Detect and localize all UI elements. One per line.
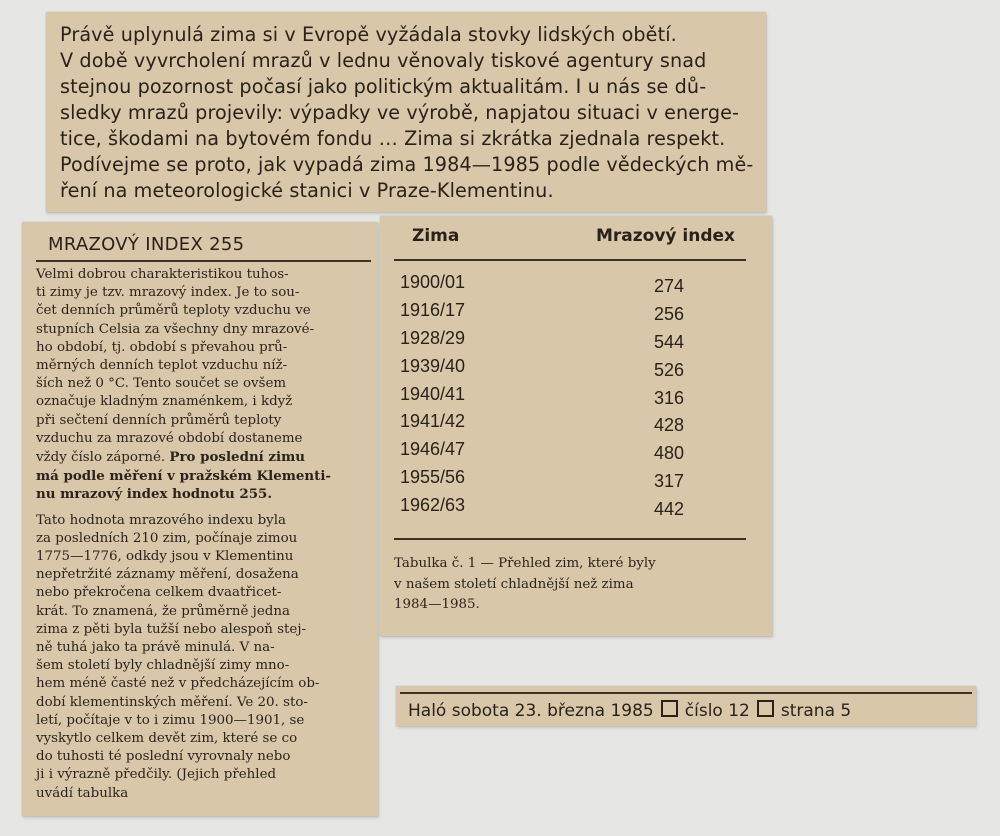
intro-line: sledky mrazů projevily: výpadky ve výrobě, napjatou situaci v energe- <box>60 101 740 124</box>
table-row <box>380 439 772 467</box>
intro-line: ření na meteorologické stanici v Praze-Klementinu. <box>60 179 554 202</box>
footer-rule <box>400 692 972 694</box>
table-cell-index: 274 <box>654 276 685 296</box>
intro-line: stejnou pozornost počasí jako politickým aktualitám. I u nás se dů- <box>60 75 707 98</box>
article-line: nepřetržité záznamy měření, dosažena <box>36 567 299 583</box>
article-line: označuje kladným znaménkem, i když <box>36 394 293 410</box>
intro-line: Právě uplynulá zima si v Evropě vyžádala stovky lidských obětí. <box>60 23 677 46</box>
caption-line: Tabulka č. 1 — Přehled zim, které byly <box>394 556 656 571</box>
article-line: ti zimy je tzv. mrazový index. Je to sou- <box>36 285 300 301</box>
intro-line: Podívejme se proto, jak vypadá zima 1984—1985 podle vědeckých mě- <box>60 153 754 176</box>
article-heading: MRAZOVÝ INDEX 255 <box>48 234 245 255</box>
article-line: Velmi dobrou charakteristikou tuhos- <box>36 267 289 282</box>
article-line: do tuhosti té poslední vyrovnaly nebo <box>36 749 291 765</box>
table-cell-zima: 1900/01 <box>400 272 466 292</box>
article-line: vzduchu za mrazové období dostaneme <box>36 430 303 446</box>
article-line: nebo překročena celkem dvaatřicet- <box>36 585 282 601</box>
table-row <box>380 495 772 523</box>
heading-rule <box>36 260 371 262</box>
intro-clipping <box>46 12 766 212</box>
article-line: krát. To znamená, že průměrně jedna <box>36 603 290 619</box>
table-cell-zima: 1962/63 <box>400 495 466 516</box>
article-bold-line: má podle měření v pražském Klementi- <box>36 468 331 485</box>
table-row <box>380 300 772 328</box>
table-cell-zima: 1941/42 <box>400 411 466 432</box>
article-line: ších než 0 °C. Tento součet se ovšem <box>36 376 287 392</box>
column-header-zima: Zima <box>412 226 460 246</box>
article-line: ho období, tj. období s převahou prů- <box>36 339 288 355</box>
article-line: letí, počítaje v to i zimu 1900—1901, se <box>36 712 305 728</box>
article-body <box>36 266 376 803</box>
article-line: stupních Celsia za všechny dny mrazové- <box>36 321 315 337</box>
table-row <box>380 328 772 356</box>
table-cell-zima: 1928/29 <box>400 327 466 348</box>
table-row <box>380 467 772 495</box>
table-cell-zima: 1939/40 <box>400 355 466 376</box>
intro-line: V době vyvrcholení mrazů v lednu věnovaly tiskové agentury snad <box>60 49 707 72</box>
article-line: ně tuhá jako ta právě minulá. V na- <box>36 640 275 656</box>
square-separator-icon <box>661 700 678 717</box>
table-cell-zima: 1916/17 <box>400 299 466 320</box>
caption-line: 1984—1985. <box>394 597 480 612</box>
table-cell-index: 428 <box>654 415 685 436</box>
intro-line: tice, škodami na bytovém fondu … Zima si zkrátka zjednala respekt. <box>60 127 726 150</box>
table-row <box>380 356 772 384</box>
table-cell-index: 317 <box>654 471 685 492</box>
article-line: čet denních průměrů teploty vzduchu ve <box>36 303 311 319</box>
issue-number: číslo 12 <box>684 701 750 721</box>
table-clipping <box>380 216 772 636</box>
article-bold-line: nu mrazový index hodnotu 255. <box>36 486 273 503</box>
article-bold-text: Pro poslední zimu <box>169 449 306 466</box>
article-line: hem méně časté než v předcházejícím ob- <box>36 676 320 692</box>
table-row <box>380 272 772 300</box>
caption-line: v našem století chladnější než zima <box>394 576 634 592</box>
article-line: 1775—1776, odkdy jsou v Klementinu <box>36 549 294 565</box>
table-bottom-rule <box>394 538 746 540</box>
table-header-rule <box>394 259 746 261</box>
article-line: uvádí tabulka <box>36 785 129 801</box>
table-cell-index: 480 <box>654 443 685 464</box>
article-text: vždy číslo záporné. <box>36 450 166 466</box>
publication-footer <box>396 686 976 726</box>
table-body <box>380 272 772 523</box>
table-cell-zima: 1955/56 <box>400 467 466 488</box>
table-cell-index: 544 <box>654 331 685 352</box>
table-cell-zima: 1940/41 <box>400 383 466 404</box>
table-row <box>380 384 772 412</box>
article-line: při sečtení denních průměrů teploty <box>36 412 282 428</box>
article-line: vyskytlo celkem devět zim, které se co <box>36 731 298 747</box>
article-line: za posledních 210 zim, počínaje zimou <box>36 530 298 546</box>
article-line: měrných denních teplot vzduchu níž- <box>36 358 288 374</box>
table-cell-index: 256 <box>654 303 685 324</box>
table-cell-index: 316 <box>654 387 685 408</box>
table-caption <box>394 554 764 616</box>
article-line: ji i výrazně předčily. (Jejich přehled <box>36 767 277 783</box>
table-cell-zima: 1946/47 <box>400 439 466 460</box>
table-cell-index: 442 <box>654 499 685 520</box>
table-cell-index: 526 <box>654 359 685 380</box>
square-separator-icon <box>757 700 774 717</box>
article-line <box>36 448 376 467</box>
article-line: dobí klementinských měření. Ve 20. sto- <box>36 694 308 710</box>
publication-date: Haló sobota 23. března 1985 <box>408 701 654 721</box>
footer-text <box>408 700 851 721</box>
page-number: strana 5 <box>780 701 852 721</box>
article-line: Tato hodnota mrazového indexu byla <box>36 512 287 528</box>
article-line: šem století byly chladnější zimy mno- <box>36 658 290 674</box>
column-header-mrazovy-index: Mrazový index <box>596 226 736 246</box>
table-row <box>380 411 772 439</box>
article-line: zima z pěti byla tužší nebo alespoň stej- <box>36 621 307 637</box>
article-clipping <box>22 222 378 816</box>
